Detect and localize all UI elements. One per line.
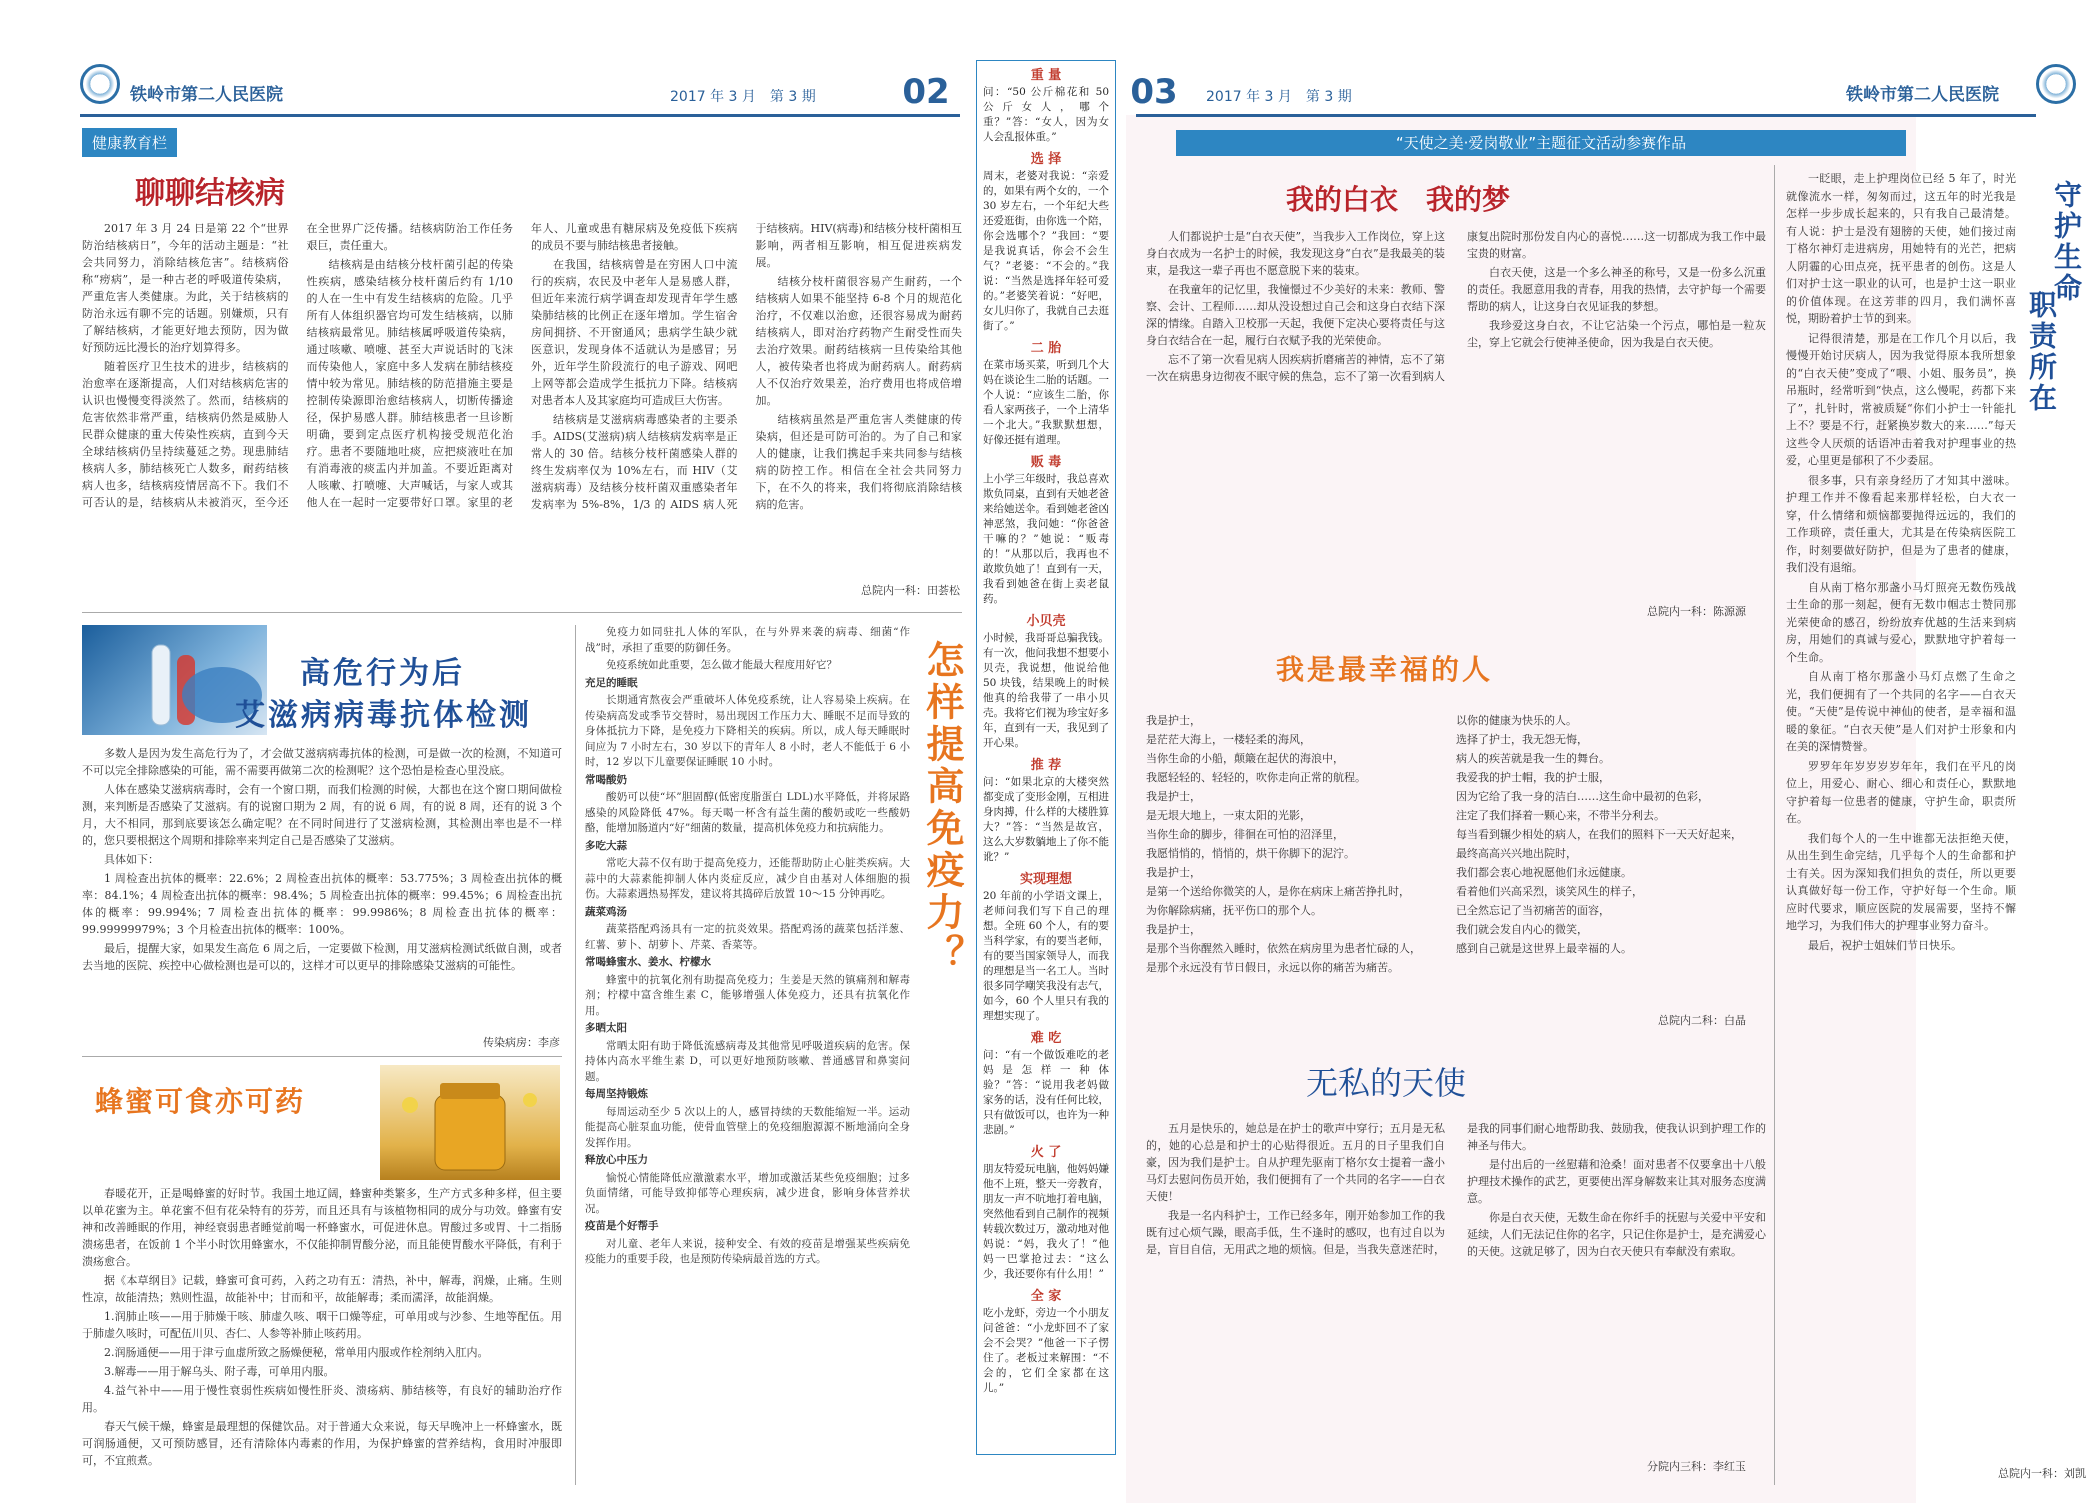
- poem-line: 我是护士，: [1146, 790, 1201, 803]
- subheading: 蔬菜鸡汤: [585, 905, 627, 918]
- joke-text: 小时候，我哥哥总骗我钱。有一次，他问我想不想要小贝壳，我说想，他说给他 50 块钱，结果晚上的时候他真的给我带了一串小贝壳。我将它们视为珍宝好多年，直到有一天，我见到了开心果。: [983, 632, 1109, 749]
- paragraph: 每周运动至少 5 次以上的人，感冒持续的天数能缩短一半。运动能提高心脏泵血功能，使骨血管壁上的免疫细胞源源不断地涌向全身发挥作用。: [585, 1105, 910, 1149]
- paragraph: 是付出后的一丝慰藉和沧桑！面对患者不仅要拿出十八般护理技术操作的武艺，更要使出浑身解数来让其对服务态度满意。: [1467, 1158, 1766, 1205]
- poem-line: 已全然忘记了当初痛苦的面容，: [1456, 904, 1610, 917]
- honey-jar-image: [380, 1065, 560, 1180]
- poem-part-b: [1456, 712, 1746, 1012]
- essay-banner: “天使之美·爱岗敬业”主题征文活动参赛作品: [1176, 130, 1906, 156]
- issue-date: 2017 年 3 月 第 3 期: [1206, 89, 1352, 105]
- paragraph: 结核病是由结核分枝杆菌引起的传染性疾病，感染结核分枝杆菌后约有 1/10 的人在一生中有发生结核病的危险。几乎所有人体组织器官均可发生结核病，以肺结核病最常见。肺结核属呼吸道传染病，通过咳嗽、喷嚏、甚至大声说话时的飞沫而传染他人，家庭中多人发病在肺结核疫情中较为常见。肺结核的防范措施主要是控制传染源即治愈结核病人，切断传播途径，保护易感人群。肺结核患者一旦诊断明确，要到定点医疗机构接受规范化治疗。患者不要随地吐痰，应把痰液吐在加有消毒液的痰盂内并加盖。不要近距离对人咳嗽、打喷嚏、大声喊话，与家人或其他人在一起时一定要带好口罩。家里的老年人、儿童或患有糖尿病及免疫低下疾病的成员不要与肺结核患者接触。: [306, 222, 738, 509]
- article-body: [82, 1185, 562, 1485]
- article-title: 无私的天使: [1306, 1064, 1467, 1102]
- honey-jar-icon: [380, 1065, 560, 1180]
- paragraph: 记得很清楚，那是在工作几个月以后，我慢慢开始讨厌病人，因为我觉得原本我所想象的“白衣天使”变成了“喂、小姐、服务员”，换吊瓶时，经常听到“快点，这么慢呢，药都下来了”，扎针时，常被质疑“你们小护士一针能扎上不？要是不行，赶紧换岁数大的来……”每天这些令人厌烦的话语冲击着我对护理事业的热爱，心里更是郁积了不少委屈。: [1786, 331, 2016, 467]
- header-rule: [1136, 114, 2036, 117]
- article-title: 怎样提高免疫力？: [920, 640, 965, 976]
- paragraph: 蔬菜搭配鸡汤具有一定的抗炎效果。搭配鸡汤的蔬菜包括洋葱、红薯、萝卜、胡萝卜、芹菜、香菜等。: [585, 923, 910, 951]
- paragraph: 结核病是艾滋病病毒感染者的主要杀手。AIDS(艾滋病)病人结核病发病率是正常人的 30 倍。结核分枝杆菌感染人群的终生发病率仅为 10%左右，而 HIV（艾滋病病毒）及结核分枝杆菌双重感染者年发病率为 5%-8%，1/3 的 AIDS 病人死于结核病。HIV(病毒)和结核分枝杆菌相互影响，两者相互影响，相互促进疾病发展。: [531, 222, 962, 511]
- article-body: [82, 220, 962, 590]
- paragraph: 酸奶可以使“坏”胆固醇(低密度脂蛋白 LDL)水平降低，并将尿路感染的风险降低 47%。每天喝一杯含有益生菌的酸奶或吃一些酸奶酪，能增加肠道内“好”细菌的数量，提高机体免疫力和抗病能力。: [585, 791, 910, 834]
- poem-line: 是那个永远没有节日假日，永远以你的痛苦为痛苦。: [1146, 961, 1399, 974]
- article-title: 我的白衣 我的梦: [1286, 183, 1511, 216]
- joke-text: 问：“50 公斤棉花和 50 公斤女人，哪个重？”答：“女人，因为女人会乱报体重。”: [983, 86, 1109, 143]
- poem-line: 是无垠大地上，一束太阳的光影，: [1146, 809, 1311, 822]
- joke-text: 20 年前的小学语文课上，老师问我们写下自己的理想。全班 60 个人，有的要当科学家，有的要当老师，有的要当国家领导人，而我的理想是当一名工人。当时很多同学嘲笑我没有志气，如今，60 个人里只有我的理想实现了。: [983, 890, 1109, 1022]
- paragraph: 春天气候干燥，蜂蜜是最理想的保健饮品。对于普通大众来说，每天早晚冲上一杯蜂蜜水，既可润肠通便，又可预防感冒，还有清除体内毒素的作用，为保护蜂蜜的营养结构，食用时冲服即可，不宜煎煮。: [82, 1420, 562, 1467]
- paragraph: 结核分枝杆菌很容易产生耐药，一个结核病人如果不能坚持 6-8 个月的规范化治疗，不仅难以治愈，还很容易成为耐药结核病人，即对治疗药物产生耐受性而失去治疗效果。耐药结核病一旦传染给其他人，被传染者也将成为耐药病人。耐药病人不仅治疗效果差，治疗费用也将成倍增加。: [755, 275, 962, 407]
- article-body: [82, 745, 562, 1035]
- joke-item: [977, 610, 1115, 751]
- subheading: 充足的睡眠: [585, 676, 638, 689]
- page-number: 03: [1130, 72, 1178, 112]
- page-02: [0, 0, 970, 1503]
- joke-title: 火 了: [1030, 1145, 1062, 1160]
- joke-title: 重 量: [1030, 68, 1062, 83]
- article-title-a: 守护生命: [2050, 180, 2083, 304]
- poem-line: 我是护士，: [1146, 923, 1201, 936]
- paragraph: 据《本草纲目》记载，蜂蜜可食可药，入药之功有五：清热，补中，解毒，润燥，止痛。生则性凉，故能清热；熟则性温，故能补中；甘而和平，故能解毒；柔而濡泽，故能润燥。: [82, 1274, 562, 1304]
- paragraph: 2017 年 3 月 24 日是第 22 个“世界防治结核病日”，今年的活动主题是：“社会共同努力，消除结核危害”。结核病俗称“痨病”，是一种古老的呼吸道传染病，严重危害人类健康。为此，关于结核病的防治永远有聊不完的话题。别嫌烦，只有了解结核病，才能更好地去预防，因为做好预防远比漫长的治疗划算得多。: [82, 222, 289, 354]
- joke-item: [977, 1285, 1115, 1396]
- humor-strip: [976, 60, 1116, 1455]
- paragraph: 我是一名内科护士，工作已经多年，刚开始参加工作的我既有过心烦气躁，眼高手低，生不逢时的感叹，也有过自以为是，盲目自信，无用武之地的烦恼。但是，当我失意迷茫时，是我的同事们耐心地帮助我、鼓励我，使我认识到护理工作的神圣与伟大。: [1146, 1122, 1766, 1256]
- poem-line: 为你解除病痛，抚平伤口的那个人。: [1146, 904, 1322, 917]
- joke-item: [977, 1141, 1115, 1282]
- paragraph: 你是白衣天使，无数生命在你纤手的抚慰与关爱中平安和延续，人们无法记住你的名字，只记住你是护士，是充满爱心的天使。这就足够了，因为白衣天使只有奉献没有索取。: [1467, 1211, 1766, 1258]
- article-signature: 总院内一科：刘凯: [1998, 1467, 2086, 1480]
- article-signature: 传染病房：李彦: [483, 1036, 560, 1049]
- header-rule: [80, 114, 960, 117]
- paragraph: 人们都说护士是“白衣天使”，当我步入工作岗位，穿上这身白衣成为一名护士的时候，我发现这身“白衣”是我最美的装束，是我这一辈子再也不愿意脱下来的装束。: [1146, 230, 1445, 277]
- page-number: 02: [902, 72, 950, 112]
- paragraph: 1 周检查出抗体的概率：22.6%；2 周检查出抗体的概率：53.775%；3 周检查出抗体的概率：84.1%；4 周检查出抗体的概率：98.4%；5 周检查出抗体的概率：99.45%；6 周检查出抗体的概率：99.994%；7 周检查出抗体的概率：99.9986%；8 周检查出抗体的概率：99.99999979%；3 个月检查出抗体的概率：100%。: [82, 872, 562, 936]
- hospital-logo-icon: [80, 64, 120, 104]
- paragraph: 常吃大蒜不仅有助于提高免疫力，还能帮助防止心脏类疾病。大蒜中的大蒜素能抑制人体内炎症反应，减少自由基对人体细胞的损伤。大蒜素遇热易挥发，建议将其捣碎后放置 10～15 分钟再吃。: [585, 857, 910, 900]
- poem-line: 感到自己就是这世界上最幸福的人。: [1456, 942, 1632, 955]
- poem-line: 是茫茫大海上，一楼轻柔的海风，: [1146, 733, 1311, 746]
- poem-line: 因为它给了我一身的洁白……这生命中最初的色彩，: [1456, 790, 1709, 803]
- paragraph: 1.润肺止咳——用于肺燥干咳、肺虚久咳、咽干口燥等症，可单用或与沙参、生地等配伍。用于肺虚久咳时，可配伍川贝、杏仁、人参等补肺止咳药用。: [82, 1310, 562, 1340]
- article-signature: 总院内一科：田荟松: [861, 584, 960, 597]
- divider: [82, 612, 962, 613]
- poem-line: 我们就会发自内心的微笑，: [1456, 923, 1588, 936]
- poem-line: 我愿轻轻的、轻轻的，吹你走向正常的航程。: [1146, 771, 1366, 784]
- paragraph: 愉悦心情能降低应激激素水平，增加或激活某些免疫细胞；过多负面情绪，可能导致抑郁等心理疾病，减少进食，影响身体营养状况。: [585, 1171, 910, 1215]
- poem-part-a: [1146, 712, 1436, 1012]
- paragraph: 4.益气补中——用于慢性衰弱性疾病如慢性肝炎、溃疡病、肺结核等，有良好的辅助治疗作用。: [82, 1384, 562, 1414]
- article-title: 聊聊结核病: [135, 176, 285, 211]
- joke-item: [977, 337, 1115, 448]
- paragraph: 2.润肠通便——用于津亏血虚所致之肠燥便秘，常单用内服或作栓剂纳入肛内。: [104, 1346, 489, 1359]
- paragraph: 一眨眼，走上护理岗位已经 5 年了，时光就像流水一样，匆匆而过，这五年的时光我是怎样一步步成长起来的，只有我自己最清楚。有人说：护士是没有翅膀的天使，她们接过南丁格尔神灯走进病房，用她特有的光芒，把病人阴霾的心田点亮，抚平患者的创伤。这是人们对护士这一职业的认可，也是护士这一职业的价值体现。在这芳菲的四月，我们满怀喜悦，期盼着护士节的到来。: [1786, 172, 2016, 325]
- paragraph: 对儿童、老年人来说，接种安全、有效的疫苗是增强某些疾病免疫能力的重要手段，也是预防传染病最首选的方式。: [585, 1237, 910, 1265]
- joke-text: 在菜市场买菜，听到几个大妈在谈论生二胎的话题。一个人说：“应该生二胎，你看人家两孩子，一个上清华一个北大。”我默默想想，好像还挺有道理。: [983, 359, 1109, 446]
- article-body: [585, 625, 910, 1490]
- subheading: 多吃大蒜: [585, 839, 627, 852]
- paragraph: 多数人是因为发生高危行为了，才会做艾滋病病毒抗体的检测，可是做一次的检测，不知道可不可以完全排除感染的可能，需不需要再做第二次的检测呢？这个恐怕是检查心里没底。: [82, 747, 562, 777]
- poem-line: 注定了我们择着一颗心来，不带半分利去。: [1456, 809, 1665, 822]
- paragraph: 免疫系统如此重要，怎么做才能最大程度用好它？: [606, 659, 837, 671]
- paragraph: 在我国，结核病曾是在穷困人口中流行的疾病，农民及中老年人是易感人群，但近年来流行病学调查却发现青年学生感染肺结核的比例正在逐年增加。学生宿舍房间拥挤、不开窗通风；患病学生缺少就医意识，发现身体不适就认为是感冒；另外，近年学生阶段流行的电子游戏、网吧上网等都会造成学生抵抗力下降。结核病对患者本人及其家庭均可造成巨大伤害。: [531, 258, 738, 407]
- subheading: 每周坚持锻炼: [585, 1088, 648, 1100]
- divider: [1774, 165, 1775, 1485]
- paragraph: 常晒太阳有助于降低流感病毒及其他常见呼吸道疾病的危害。保持体内高水平维生素 D，可以更好地预防咳嗽、普通感冒和鼻窦问题。: [585, 1039, 910, 1083]
- joke-title: 选 择: [1030, 152, 1062, 167]
- joke-item: [977, 754, 1115, 865]
- paragraph: 春暖花开，正是喝蜂蜜的好时节。我国土地辽阔，蜂蜜种类繁多，生产方式多种多样，但主要以单花蜜为主。单花蜜不但有花朵特有的芬芳，而且还具有与该植物相同的成分与功效。蜂蜜有安神和改善睡眠的作用，神经衰弱患者睡觉前喝一杯蜂蜜水，可促进休息。胃酸过多或胃、十二指肠溃疡患者，在饭前 1 个半小时饮用蜂蜜水，不仅能抑制胃酸分泌，而且能使胃酸水平降低，有利于溃疡愈合。: [82, 1187, 562, 1268]
- subheading: 常喝蜂蜜水、姜水、柠檬水: [585, 956, 711, 968]
- poem-line: 我是护士，: [1146, 866, 1201, 879]
- joke-text: 周末，老婆对我说：“亲爱的，如果有两个女的，一个 30 岁左右，一个年纪大些还爱逛街，由你选一个陪，你会选哪个？”我回：“要是我说真话，你会不会生气？”老婆：“不会的。”我说：“当然是选择年轻可爱的。”老婆笑着说：“好吧，女儿归你了，我就自己去逛街了。”: [983, 170, 1109, 332]
- joke-title: 难 吃: [1030, 1031, 1062, 1046]
- article-title-b: 职责所在: [2025, 290, 2058, 414]
- joke-title: 贩 毒: [1030, 455, 1062, 470]
- paragraph: 自从南丁格尔那盏小马灯点燃了生命之光，我们便拥有了一个共同的名字——白衣天使。“天使”是传说中神仙的使者，是幸福和温暖的象征。“白衣天使”是人们对护士形象和内在美的深情赞誉。: [1786, 670, 2016, 753]
- article-body: [1146, 1120, 1766, 1450]
- column-tag: 健康教育栏: [82, 128, 177, 157]
- joke-text: 上小学三年级时，我总喜欢欺负同桌，直到有天她老爸来给她送伞。看到她老爸凶神恶煞，我问她：“你爸爸干嘛的？”她说：“贩毒的！”从那以后，我再也不敢欺负她了！直到有一天，我看到她爸在街上卖老鼠药。: [983, 473, 1109, 605]
- article-signature: 总院内一科：陈源源: [1647, 605, 1746, 618]
- divider: [82, 1056, 562, 1057]
- poem-line: 我愿悄悄的，悄悄的，烘干你脚下的泥泞。: [1146, 847, 1355, 860]
- poem-line: 以你的健康为快乐的人。: [1456, 714, 1577, 727]
- paragraph: 最后，祝护士姐妹们节日快乐。: [1808, 938, 1962, 952]
- paragraph: 在我童年的记忆里，我憧憬过不少美好的未来：教师、警察、会计、工程师……却从没设想过自己会和这身白衣结下深深的情缘。自踏入卫校那一天起，我便下定决心要将责任与这身白衣结合在一起，履行白衣赋予我的光荣使命。: [1146, 283, 1445, 347]
- article-signature: 总院内二科：白晶: [1658, 1014, 1746, 1027]
- joke-title: 实现理想: [1019, 872, 1072, 887]
- joke-text: 吃小龙虾，旁边一个小朋友问爸爸：“小龙虾回不了家会不会哭？”他爸一下子愣住了。老板过来解围：“不会的，它们全家都在这儿。”: [983, 1307, 1109, 1394]
- joke-item: [977, 64, 1115, 145]
- article-title: 我是最幸福的人: [1276, 653, 1494, 686]
- divider: [575, 625, 576, 1485]
- page-header: [0, 70, 970, 114]
- issue-date: 2017 年 3 月 第 3 期: [670, 89, 816, 105]
- page-03: [1126, 0, 2096, 1503]
- poem-line: 我是护士，: [1146, 714, 1201, 727]
- joke-title: 全 家: [1030, 1289, 1062, 1304]
- poem-line: 我们都会衷心地祝愿他们永远健康。: [1456, 866, 1632, 879]
- paragraph: 蜂蜜中的抗氧化剂有助提高免疫力；生姜是天然的镇痛剂和解毒剂；柠檬中富含维生素 C，能够增强人体免疫力，还具有抗氧化作用。: [585, 973, 910, 1017]
- paragraph: 罗罗年年岁岁岁岁年年，我们在平凡的岗位上，用爱心、耐心、细心和责任心，默默地守护着每一位患者的健康，守护生命，职责所在。: [1786, 759, 2016, 825]
- joke-title: 小贝壳: [1026, 614, 1066, 629]
- poem-line: 当你生命的脚步，徘徊在可怕的沼泽里，: [1146, 828, 1344, 841]
- poem-line: 最终高高兴兴地出院时，: [1456, 847, 1577, 860]
- poem-line: 我爱我的护士帽，我的护士服，: [1456, 771, 1610, 784]
- paragraph: 具体如下：: [104, 853, 159, 866]
- paragraph: 长期通宵熬夜会严重破坏人体免疫系统，让人容易染上疾病。在传染病高发或季节交替时，易出现因工作压力大、睡眠不足而导致的身体抵抗力下降，是免疫力下降相关的疾病。所以，成人每天睡眠时间应为 7 小时左右，30 岁以下的青年人 8 小时，老人不能低于 6 小时，12 岁以下儿童要保证睡眠 10 小时。: [585, 694, 910, 768]
- article-title-line2: 艾滋病病毒抗体检测: [235, 698, 532, 733]
- poem-line: 病人的疾苦就是我一生的舞台。: [1456, 752, 1610, 765]
- joke-title: 二 胎: [1030, 341, 1062, 356]
- paragraph: 结核病虽然是严重危害人类健康的传染病，但还是可防可治的。为了自己和家人的健康，让我们携起手来共同参与结核病的防控工作。相信在全社会共同努力下，在不久的将来，我们将彻底消除结核病的危害。: [755, 413, 962, 511]
- paragraph: 我们每个人的一生中谁都无法拒绝天使，从出生到生命完结，几乎每个人的生命都和护士有关。因为深知我们担负的责任，所以更要认真做好每一份工作，守护好每一个生命。顺应时代要求，顺应医院的发展需要，坚持不懈地学习，为我们伟大的护理事业努力奋斗。: [1786, 831, 2016, 932]
- subheading: 多晒太阳: [585, 1022, 627, 1034]
- paragraph: 3.解毒——用于解乌头、附子毒，可单用内服。: [104, 1365, 335, 1378]
- humor-column: [976, 0, 1116, 1503]
- poem-line: 是那个当你醒然入睡时，依然在病房里为患者忙碌的人，: [1146, 942, 1421, 955]
- poem-line: 选择了护士，我无怨无悔，: [1456, 733, 1588, 746]
- paragraph: 忘不了第一次看见病人因疾病折磨痛苦的神情，忘不了第一次在病患身边彻夜不眠守候的焦急，忘不了第一次看到病人康复出院时那份发自内心的喜悦……这一切都成为我工作中最宝贵的财富。: [1146, 230, 1766, 383]
- subheading: 常喝酸奶: [585, 773, 627, 786]
- joke-item: [977, 451, 1115, 607]
- article-body: [1146, 228, 1766, 593]
- paragraph: 很多事，只有亲身经历了才知其中滋味。护理工作并不像看起来那样轻松，白大衣一穿，什么情绪和烦恼都要抛得远远的，我们的工作琐碎，责任重大，尤其是在传染病医院工作，时刻要做好防护，但是为了患者的健康，我们没有退缩。: [1786, 473, 2016, 574]
- joke-text: 问：“有一个做饭难吃的老妈是怎样一种体验？”答：“说用我老妈做家务的话，没有任何比较，只有做饭可以，也许为一种悲剧。”: [983, 1049, 1109, 1136]
- article-signature: 分院内三科：李红玉: [1647, 1460, 1746, 1473]
- paragraph: 五月是快乐的，她总是在护士的歌声中穿行；五月是无私的，她的心总是和护士的心贴得很近。五月的日子里我们自豪，因为我们是护士。自从护理先驱南丁格尔女士提着一盏小马灯去慰问伤员开始，我们便拥有了一个共同的名字——白衣天使！: [1146, 1122, 1445, 1203]
- joke-title: 推 荐: [1030, 758, 1062, 773]
- paragraph: 人体在感染艾滋病病毒时，会有一个窗口期，而我们检测的时候，大都也在这个窗口期间做检测，来判断是否感染了艾滋病。有的说窗口期为 2 周，有的说 6 周，有的说 8 周，还有的说 3 个月，大不相同，那到底要该怎么确定呢？在不同时间进行了艾滋病检测，其检测出率也是不一样的，您只要根据这个周期和排除率来判定自己是否感染了艾滋病。: [82, 783, 562, 847]
- article-body: [1786, 170, 2016, 1455]
- page-header: [1126, 70, 2096, 114]
- hospital-logo-icon: [2036, 64, 2076, 104]
- joke-item: [977, 1027, 1115, 1138]
- poem-line: 当你生命的小船，颠簸在起伏的海浪中，: [1146, 752, 1344, 765]
- article-title: 蜂蜜可食亦可药: [95, 1085, 306, 1118]
- article-title-line1: 高危行为后: [300, 656, 465, 691]
- paragraph: 我珍爱这身白衣，不让它沾染一个污点，哪怕是一粒灰尘，穿上它就会行使神圣使命，因为我是白衣天使。: [1467, 319, 1766, 349]
- subheading: 释放心中压力: [585, 1154, 648, 1166]
- poem-line: 看着他们兴高采烈，谈笑风生的样子，: [1456, 885, 1643, 898]
- paragraph: 自从南丁格尔那盏小马灯照亮无数伤残战士生命的那一刻起，便有无数巾帼志士赞同那光荣使命的感召，纷纷放弃优越的生活来到病房，用她们的真诚与爱心，默默地守护着每一个生命。: [1786, 580, 2016, 664]
- joke-item: [977, 868, 1115, 1024]
- paragraph: 随着医疗卫生技术的进步，结核病的治愈率在逐渐提高，人们对结核病危害的认识也慢慢变得淡然了。然而，结核病的危害依然非常严重，结核病仍然是威胁人民群众健康的重大传染性疾病，直到今天全球结核病仍呈持续蔓延之势。现患肺结核病人多，肺结核死亡人数多，耐药结核病人也多，结核病疫情居高不下。我们不可否认的是，结核病从未被消灭，至今还在全世界广泛传播。结核病防治工作任务艰巨，责任重大。: [82, 222, 513, 509]
- poem-line: 是第一个送给你微笑的人，是你在病床上痛苦挣扎时，: [1146, 885, 1410, 898]
- subheading: 疫苗是个好帮手: [585, 1220, 659, 1232]
- paragraph: 最后，提醒大家，如果发生高危 6 周之后，一定要做下检测，用艾滋病检测试纸做自测，或者去当地的医院、疾控中心做检测也是可以的，这样才可以更早的排除感染艾滋病的可能性。: [82, 942, 562, 972]
- joke-item: [977, 148, 1115, 334]
- hospital-name: 铁岭市第二人民医院: [130, 85, 283, 105]
- joke-text: 朋友特爱玩电脑，他妈妈嫌他不上班，整天一旁教育，朋友一声不吭地打着电脑，突然他看到自己制作的视频转载次数过万，激动地对他妈说：“妈，我火了！”他妈一巴掌抢过去：“这么少，我还要你有什么用！”: [983, 1163, 1109, 1280]
- joke-text: 问：“如果北京的大楼突然都变成了变形金刚，互相进身肉搏，什么样的大楼胜算大？”答：“当然是故宫，这么大岁数躺地上了你不能讹？”: [983, 776, 1109, 863]
- poem-line: 每当看到辗少相处的病人，在我们的照料下一天天好起来，: [1456, 828, 1742, 841]
- paragraph: 白衣天使，这是一个多么神圣的称号，又是一份多么沉重的责任。我愿意用我的青春，用我的热情，去守护每一个需要帮助的病人，让这身白衣见证我的梦想。: [1467, 266, 1766, 313]
- paragraph: 免疫力如同驻扎人体的军队，在与外界来袭的病毒、细菌“作战”时，承担了重要的防御任务。: [585, 626, 910, 654]
- hospital-name: 铁岭市第二人民医院: [1846, 85, 1999, 105]
